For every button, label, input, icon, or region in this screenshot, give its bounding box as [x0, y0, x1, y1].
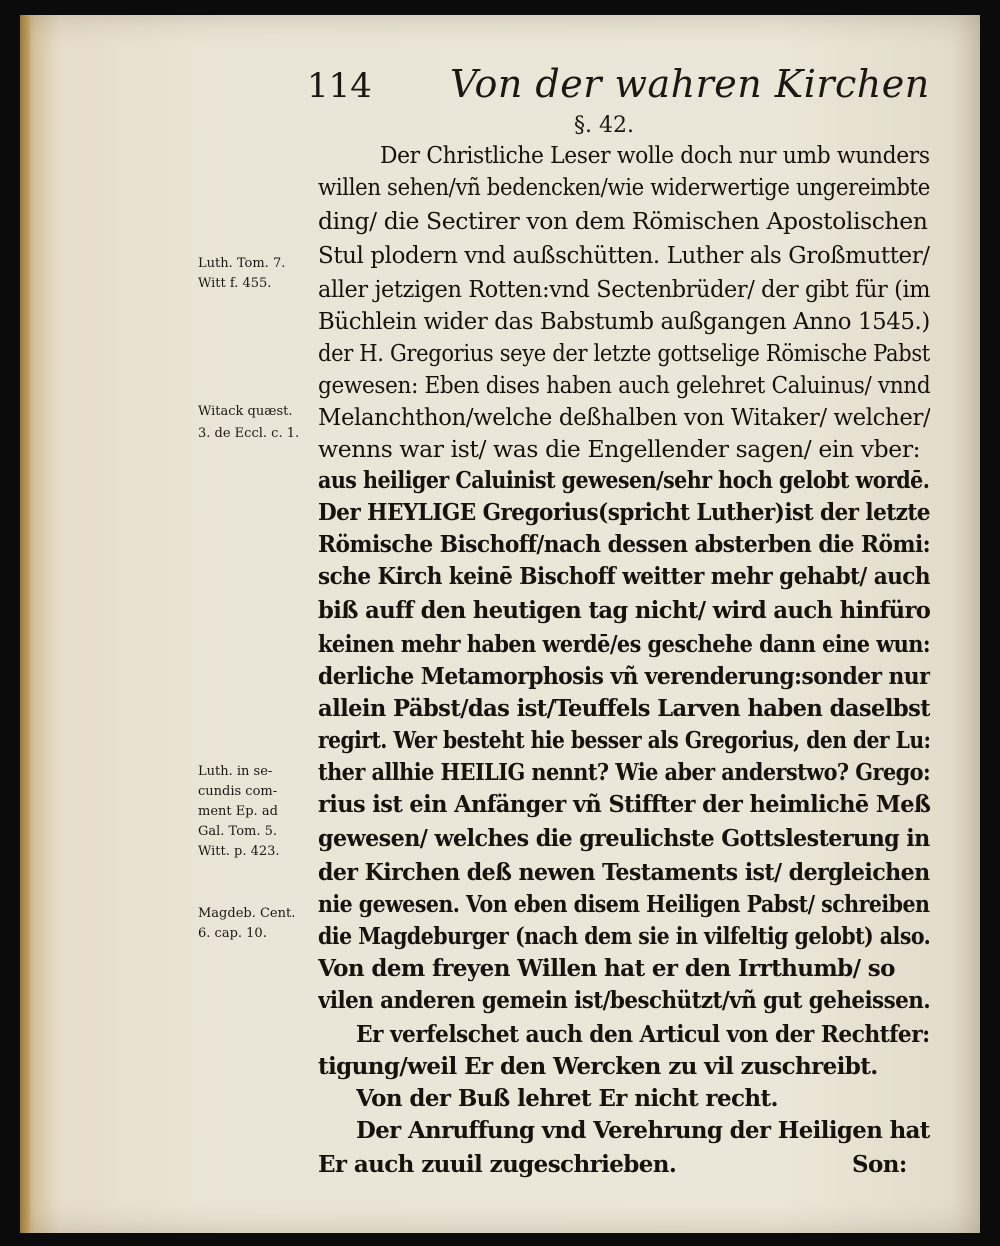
body-line: die Magdeburger (nach dem sie in vilfeltig gelobt) also.: [318, 923, 931, 950]
page-gutter-edge: [20, 15, 30, 1233]
margin-note: Witack quæst.: [198, 404, 293, 419]
margin-note: ment Ep. ad: [198, 804, 278, 819]
body-line: nie gewesen. Von eben disem Heiligen Pabst/ schreiben: [318, 891, 930, 918]
margin-note: Gal. Tom. 5.: [198, 824, 278, 839]
body-line: Melanchthon/welche deßhalben von Witaker/ welcher/: [318, 403, 931, 431]
body-line: derliche Metamorphosis vñ verenderung:sonder nur: [318, 663, 931, 690]
margin-note: Luth. Tom. 7.: [198, 256, 286, 271]
body-line: vilen anderen gemein ist/beschützt/vñ gut geheissen.: [318, 987, 931, 1014]
catchword: Son:: [852, 1151, 907, 1178]
body-line: Von der Buß lehret Er nicht recht.: [356, 1085, 778, 1112]
body-line: biß auff den heutigen tag nicht/ wird auch hinfüro: [318, 597, 931, 624]
body-line: gewesen/ welches die greulichste Gottslesterung in: [318, 825, 930, 852]
body-line: tigung/weil Er den Wercken zu vil zuschreibt.: [318, 1053, 878, 1080]
body-line: Der Anruffung vnd Verehrung der Heiligen hat: [356, 1117, 930, 1144]
body-line: sche Kirch keinē Bischoff weitter mehr gehabt/ auch: [318, 563, 931, 590]
body-line: rius ist ein Anfänger vñ Stiffter der heimlichē Meß: [318, 791, 931, 818]
body-line: regirt. Wer besteht hie besser als Gregorius, den der Lu:: [318, 727, 931, 754]
body-line: ther allhie HEILIG nennt? Wie aber anderstwo? Grego:: [318, 759, 931, 786]
margin-note: cundis com-: [198, 784, 278, 799]
margin-note: Witt. p. 423.: [198, 844, 280, 859]
margin-note: Magdeb. Cent.: [198, 906, 296, 921]
body-line: Stul plodern vnd außschütten. Luther als Großmutter/: [318, 241, 930, 269]
body-line: keinen mehr haben werdē/es geschehe dann eine wun:: [318, 631, 931, 658]
section-mark: §. 42.: [574, 113, 634, 138]
body-line: der Kirchen deß newen Testaments ist/ dergleichen: [318, 859, 930, 886]
body-line: Büchlein wider das Babstumb außgangen Anno 1545.): [318, 307, 930, 335]
margin-note: 6. cap. 10.: [198, 926, 267, 941]
body-line: Römische Bischoff/nach dessen absterben die Römi:: [318, 531, 931, 558]
page-number: 114: [307, 66, 372, 106]
body-line: gewesen: Eben dises haben auch gelehret Caluinus/ vnnd: [318, 371, 931, 399]
body-line: Der HEYLIGE Gregorius(spricht Luther)ist der letzte: [318, 499, 930, 526]
body-line: der H. Gregorius seye der letzte gottselige Römische Pabst: [318, 339, 930, 367]
body-line: willen sehen/vñ bedencken/wie widerwertige ungereimbte: [318, 173, 930, 201]
margin-note: Witt f. 455.: [198, 276, 272, 291]
body-line: allein Päbst/das ist/Teuffels Larven haben daselbst: [318, 695, 931, 722]
body-line: aller jetzigen Rotten:vnd Sectenbrüder/ der gibt für (im: [318, 275, 931, 303]
body-line: ding/ die Sectirer von dem Römischen Apostolischen: [318, 207, 928, 235]
page-header: [0, 62, 1000, 110]
body-line: Er verfelschet auch den Articul von der Rechtfer:: [356, 1021, 930, 1048]
body-line: Er auch zuuil zugeschrieben.: [318, 1151, 677, 1178]
running-head: Von der wahren Kirchen: [450, 62, 930, 106]
body-line: aus heiliger Caluinist gewesen/sehr hoch gelobt wordē.: [318, 467, 930, 494]
margin-note: 3. de Eccl. c. 1.: [198, 426, 300, 441]
body-line: wenns war ist/ was die Engellender sagen/ ein vber:: [318, 435, 921, 463]
margin-note: Luth. in se-: [198, 764, 273, 779]
body-line: Der Christliche Leser wolle doch nur umb wunders: [380, 141, 930, 169]
body-line: Von dem freyen Willen hat er den Irrthumb/ so: [318, 955, 895, 982]
